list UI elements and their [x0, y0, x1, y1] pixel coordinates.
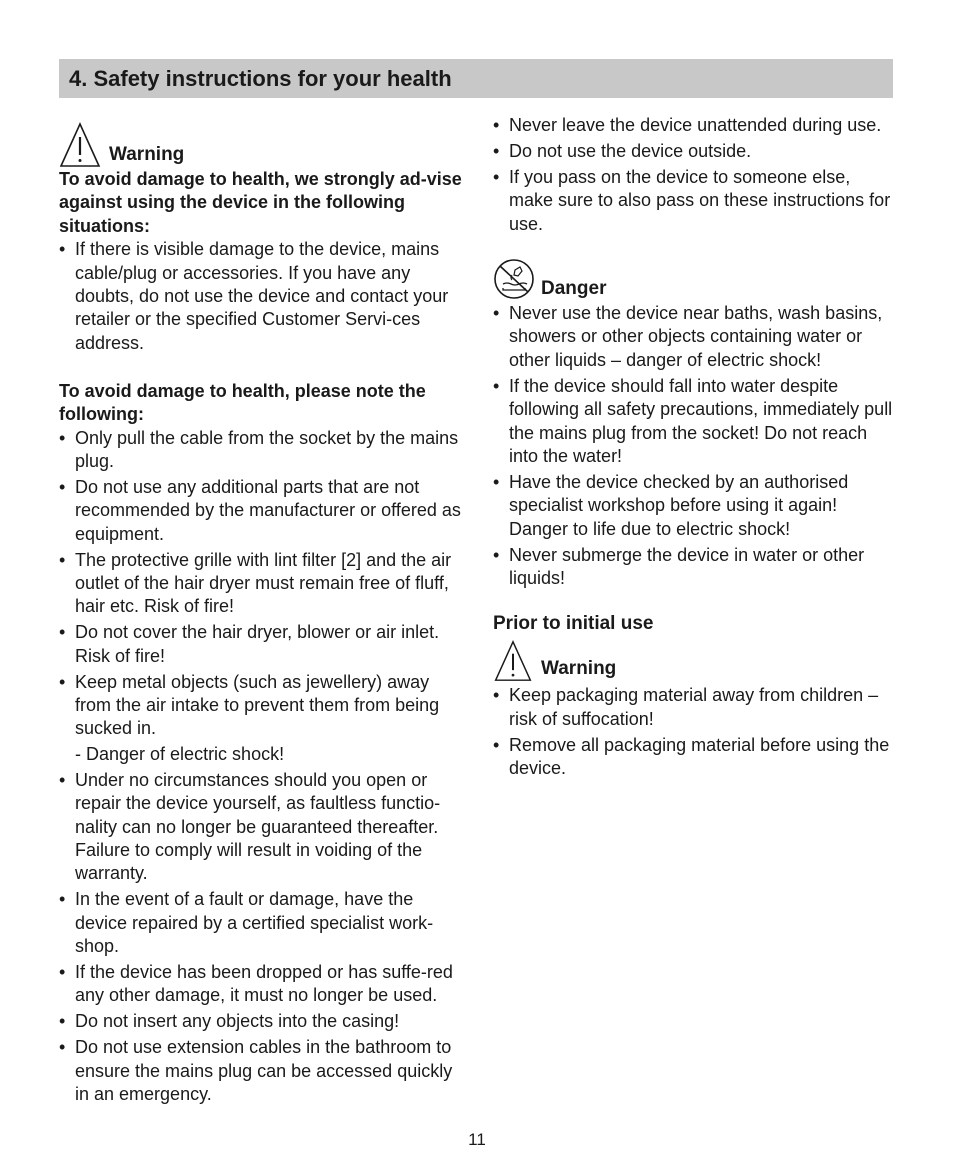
warning-label: Warning [109, 144, 185, 165]
list-item-text: Keep metal objects (such as jewellery) away from the air intake to prevent them from being sucked in. [75, 671, 440, 739]
list-item-text: Remove all packaging material before using the device. [509, 734, 890, 779]
bullet-list [59, 769, 464, 1107]
bullet-mark: • [59, 769, 66, 790]
list-item [59, 671, 464, 741]
list-item [493, 114, 898, 137]
section-header-bar [59, 59, 893, 98]
bullet-mark: • [493, 303, 500, 324]
no-water-danger-icon [493, 258, 535, 300]
list-item [493, 471, 898, 541]
bullet-mark: • [493, 115, 500, 135]
list-item-text: If the device should fall into water despite following all safety precautions, immediately pull the mains plug from the socket! Do not reach into the water! [509, 375, 893, 466]
list-item-text: Have the device checked by an authorised specialist workshop before using it again! Danger to life due to electric shock! [509, 471, 849, 539]
list-item-text: Never submerge the device in water or other liquids! [509, 544, 865, 588]
bullet-list [59, 238, 464, 355]
list-item-text: If there is visible damage to the device, mains cable/plug or accessories. If you have any doubts, do not use the device and contact your retailer or the specified Customer Servi-ces address. [75, 239, 449, 353]
bullet-mark: • [59, 1011, 66, 1032]
bullet-mark: • [493, 166, 500, 187]
bullet-mark: • [59, 1037, 66, 1058]
page-number: 11 [468, 1130, 486, 1149]
list-item [59, 476, 464, 546]
list-item-text: Do not insert any objects into the casing! [75, 1011, 400, 1032]
list-item-text: If you pass on the device to someone else, make sure to also pass on these instructions for use. [509, 166, 891, 234]
list-item [59, 238, 464, 355]
bullet-mark: • [493, 140, 500, 161]
bullet-list [493, 114, 898, 236]
intro-text: To avoid damage to health, we strongly ad-vise against using the device in the following situations: [59, 169, 462, 236]
list-item-text: The protective grille with lint filter [2] and the air outlet of the hair dryer must remain free of fluff, hair etc. Risk of fire! [75, 549, 452, 617]
list-item-text: In the event of a fault or damage, have the device repaired by a certified specialist work-shop. [75, 889, 434, 957]
bullet-mark: • [59, 476, 66, 497]
list-item [493, 684, 898, 731]
section-title: 4. Safety instructions for your health [69, 66, 452, 91]
bullet-mark: • [493, 375, 500, 396]
list-item [59, 549, 464, 619]
bullet-mark: • [493, 471, 500, 492]
bullet-mark: • [59, 549, 66, 570]
bullet-list [493, 684, 898, 780]
list-item [493, 375, 898, 469]
list-item-text: Do not use any additional parts that are not recommended by the manufacturer or offered as equipment. [75, 476, 461, 544]
list-item-text: Under no circumstances should you open or repair the device yourself, as faultless functio-nality can no longer be guaranteed thereafter. Failure to comply will result in voiding of the warranty. [75, 769, 441, 884]
bullet-mark: • [59, 671, 66, 692]
warning-triangle-icon [493, 640, 533, 682]
list-item-text: Keep packaging material away from children – risk of suffocation! [509, 685, 879, 729]
list-item [493, 544, 898, 591]
bullet-mark: • [59, 889, 66, 910]
list-item [59, 888, 464, 958]
list-item-text: Do not cover the hair dryer, blower or air inlet. Risk of fire! [75, 622, 440, 666]
list-item-text: Never use the device near baths, wash basins, showers or other objects containing water or other liquids – danger of electric shock! [509, 303, 883, 370]
list-item-text: Do not use the device outside. [509, 140, 752, 161]
list-item-text: If the device has been dropped or has suffe-red any other damage, it must no longer be used. [75, 962, 453, 1006]
list-item [59, 1036, 464, 1106]
list-item-text: Only pull the cable from the socket by the mains plug. [75, 427, 459, 471]
warning-heading [59, 116, 464, 168]
prior-to-use-title: Prior to initial use [493, 613, 654, 635]
bullet-mark: • [493, 734, 500, 755]
bullet-mark: • [493, 685, 500, 706]
list-item-text: Do not use extension cables in the bathroom to ensure the mains plug can be accessed quickly in an emergency. [75, 1037, 453, 1105]
intro-text: To avoid damage to health, please note the following: [59, 380, 426, 425]
left-column [59, 116, 464, 1109]
list-item-text: Never leave the device unattended during use. [509, 115, 882, 135]
danger-label: Danger [541, 277, 607, 299]
list-item [59, 961, 464, 1008]
bullet-mark: • [59, 427, 66, 448]
bullet-list [493, 302, 898, 590]
sub-note: - Danger of electric shock! [75, 744, 285, 765]
list-item [59, 1010, 464, 1033]
list-item [493, 140, 898, 163]
bullet-mark: • [59, 239, 66, 260]
right-column [493, 114, 898, 783]
list-item [59, 621, 464, 668]
list-item [59, 427, 464, 474]
bullet-mark: • [59, 962, 66, 982]
list-item [493, 166, 898, 236]
list-item [493, 734, 898, 781]
warning-triangle-icon [59, 122, 101, 168]
bullet-list [59, 427, 464, 741]
list-item [493, 302, 898, 372]
list-item [59, 769, 464, 886]
danger-heading [493, 258, 898, 300]
bullet-mark: • [493, 544, 500, 565]
warning-label: Warning [541, 658, 617, 680]
warning-heading [493, 636, 898, 682]
bullet-mark: • [59, 622, 66, 643]
